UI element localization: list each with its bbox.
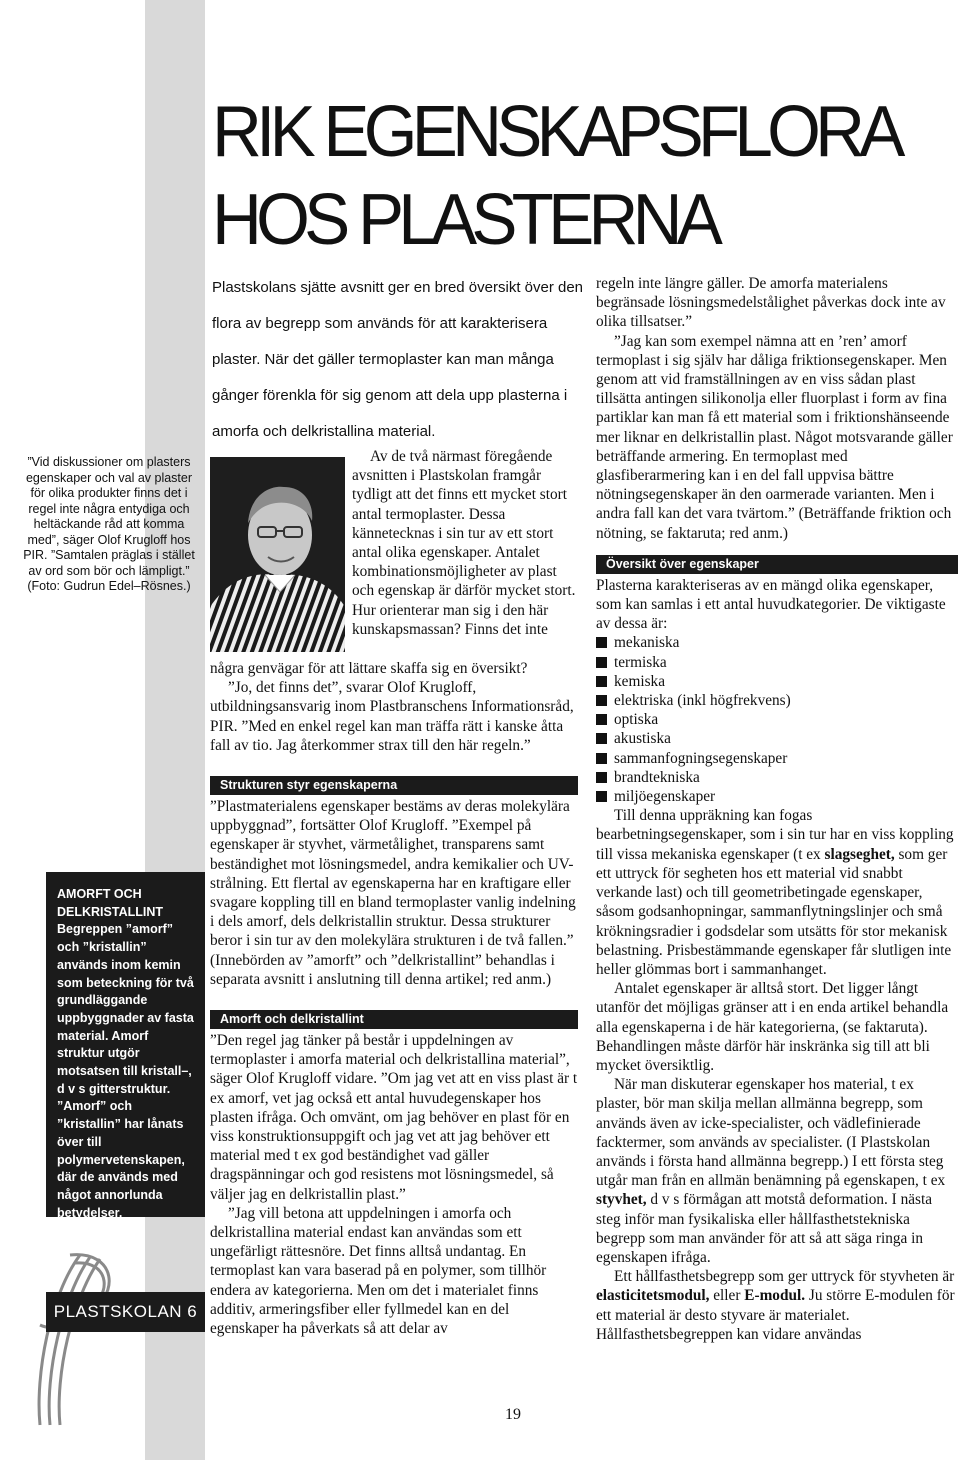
bullet-square-icon [596, 714, 607, 725]
subheading-structure: Strukturen styr egenskaperna [210, 776, 578, 795]
intro-continued: några genvägar för att lättare skaffa sig en översikt? [210, 660, 528, 677]
page-number: 19 [505, 1406, 521, 1423]
definition-box-title: AMORFT OCH DELKRISTALLINT [57, 887, 164, 919]
list-item: miljöegenskaper [596, 787, 958, 806]
bullet-square-icon [596, 676, 607, 687]
subheading-amorphous: Amorft och delkristallint [210, 1010, 578, 1029]
article-title [212, 88, 927, 264]
paragraph-3: ”Plastmaterialens egenskaper bestäms av deras molekylära uppbyggnad”, fortsätter Olof Krugloff. ”Exempel på egenskaper är styvhet, värmetålighet, transparens samt beständighet mot lösningsmedel, andra kemikalier och UV-strålning. Ett flertal av egenskaperna har en kraftigare eller svagare koppling till en bland termoplaster vanlig indelning i dels amorf, dels delkristallin struktur. Dessa strukturer beror i sin tur av den molekylära strukturen i de två fallen.” (Innebörden av ”amorft” och ”delkristallint” behandlas i separata avsnitt i anslutning till denna artikel; red anm.) [210, 798, 576, 988]
lead-paragraph: Plastskolans sjätte avsnitt ger en bred översikt över den flora av begrepp som används för att karakterisera plaster. När det gäller termoplaster kan man många gånger förenkla för sig genom att dela upp plasterna i amorfa och delkristallina material. [212, 279, 584, 440]
right-paragraph-7: Ett hållfasthetsbegrepp som ger uttryck för styvheten är elasticitetsmodul, eller E-modul. Ju större E-modulen för ett material är desto styvare är materialet. Hållfasthetsbegreppen kan vidare användas [596, 1268, 955, 1343]
right-column [596, 274, 958, 1344]
list-item: kemiska [596, 672, 958, 691]
property-category-list [596, 633, 958, 806]
list-item: brandtekniska [596, 768, 958, 787]
intro-paragraph: Av de två närmast föregående avsnitten i Plastskolan framgår tydligt att det finns ett mycket stort antal termoplaster. Dessa kännetecknas i sin tur av ett stort antal olika egenskaper. Antalet kombinationsmöjligheter av plast och egenskap är därför mycket stort. Hur orienterar man sig i den här kunskapsmassan? Finns det inte [352, 448, 576, 638]
paragraph-2: ”Jo, det finns det”, svarar Olof Krugloff, utbildningsansvarig inom Plastbranschens Informationsråd, PIR. ”Med en enkel regel kan man träffa rätt i kanske åtta fall av tio. Jag återkommer strax till den här regeln.” [210, 679, 574, 754]
subheading-overview: Översikt över egenskaper [596, 555, 958, 574]
article-title-line-2: HOS PLASTERNA [212, 180, 718, 260]
list-item: sammanfogningsegenskaper [596, 749, 958, 768]
photo-caption-text: ”Vid diskussioner om plasters egenskaper och val av plaster för olika produkter finns det i regel inte några entydiga och heltäckande råd att komma med”, säger Olof Krugloff hos PIR. ”Samtalen präglas i stället av ord som bör och lämpligt.” (Foto: Gudrun Edel–Rösnes.) [23, 455, 195, 593]
bullet-square-icon [596, 657, 607, 668]
right-paragraph-3: Plasterna karakteriseras av en mängd olika egenskaper, som kan samlas i ett antal huvudkategorier. De viktigaste av dessa är: [596, 576, 946, 633]
right-paragraph-6: När man diskuterar egenskaper hos material, t ex plaster, bör man skilja mellan allmänna begrepp, som används även av icke-specialister, och vädlefinierade facktermer, som används av specialister. (I Plastskolan används i första hand allmänna begrepp.) I ett första steg utgår man från en allmän benämning på egenskapen, t ex styvhet, d v s förmågan att motstå deformation. I nästa steg inför man fysikaliska eller hållfasthetstekniska begrepp som man använder för att så att säga ringa in egenskapen ifråga. [596, 1076, 946, 1266]
plastskolan-logo-icon [10, 1235, 130, 1435]
intro-beside-photo [352, 447, 578, 639]
article-title-line-1: RIK EGENSKAPSFLORA [212, 92, 900, 172]
bullet-square-icon [596, 772, 607, 783]
right-paragraph-4: Till denna uppräkning kan fogas bearbetningsegenskaper, som i sin tur har en viss koppling till vissa mekaniska egenskaper (t ex slagseghet, som ger ett uttryck för segheten hos ett material vid snabbt verkande last) och till geometribetingade egenskaper, såsom godsanhopningar, sammanflytningslinjer och små krökningsradier i godsdelar som utsätts för stor mekanisk belastning. Prisbestämmande egenskaper får slutligen inte heller glömmas bort i sammanhanget. [596, 807, 954, 978]
bullet-square-icon [596, 753, 607, 764]
portrait-image [210, 457, 345, 652]
paragraph-4: ”Den regel jag tänker på består i uppdelningen av termoplaster i amorfa material och delkristallina material”, säger Olof Krugloff vidare. ”Om jag vet att en viss plast är t ex amorf, vet jag också ett antal huvudegenskaper hos plasten ifråga. Och omvänt, om jag behöver en plast för en viss konstruktionsuppgift och jag vet att jag behöver ett material med t ex god beständighet vad gäller dragspänningar och god resistens mot lösningsmedel, så väljer jag en delkristallin plast.” [210, 1032, 578, 1203]
list-item: elektriska (inkl högfrekvens) [596, 691, 958, 710]
list-item: mekaniska [596, 633, 958, 652]
middle-column [210, 659, 578, 1338]
right-paragraph-5: Antalet egenskaper är alltså stort. Det ligger långt utanför det möjligas gränser att i en enda artikel behandla alla egenskaperna i de här kategorierna, (se faktaruta). Behandlingen måste därför här inskränka sig till att bli mycket översiktlig. [596, 980, 949, 1074]
definition-box [46, 872, 205, 1220]
right-paragraph-2: ”Jag kan som exempel nämna att en ’ren’ amorf termoplast i sig själv har dåliga friktionsegenskaper. Men genom att vid framställningen av en viss sådan plast tillsätta antingen silikonolja eller fluorplast i form av fina partiklar kan man få ett material som i friktionshänseende mer liknar en delkristallin plast. Något motsvarande gäller beträffande armering. En termoplast med glasfiberarmering kan i en del fall uppvisa bättre nötningsegenskaper än den oarmerade varianten. Men i andra fall kan det vara tvärtom.” (Beträffande friktion och nötning, se faktaruta; red anm.) [596, 332, 953, 542]
portrait-photo [210, 457, 345, 652]
right-paragraph-1: regeln inte längre gäller. De amorfa materialens begränsade lösningsmedelstålighet påverkas dock inte av olika tillsatser.” [596, 275, 946, 331]
bullet-square-icon [596, 695, 607, 706]
definition-box-text: Begreppen ”amorf” och ”kristallin” används inom kemin som beteckning för två grundläggande uppbyggnader av fasta material. Amorf struktur utgör motsatsen till kristall–, d v s gitterstruktur. ”Amorf” och ”kristallin” har lånats över till polymervetenskapen, där de används med något annorlunda betydelser. [57, 922, 194, 1220]
photo-caption [20, 455, 198, 595]
list-item: termiska [596, 653, 958, 672]
series-label: PLASTSKOLAN 6 [46, 1292, 205, 1332]
list-item: akustiska [596, 729, 958, 748]
bullet-square-icon [596, 791, 607, 802]
bullet-square-icon [596, 733, 607, 744]
bullet-square-icon [596, 637, 607, 648]
list-item: optiska [596, 710, 958, 729]
paragraph-5: ”Jag vill betona att uppdelningen i amorfa och delkristallina material endast kan användas som ett ungefärligt rättesnöre. Det finns alltså undantag. En termoplast kan vara baserad på en polymer, som tillhör endera av kategorierna. Men om det i materialet finns additiv, armeringsfiber eller fyllmedel kan en del egenskaper ha påverkats så att delar av [210, 1204, 547, 1338]
